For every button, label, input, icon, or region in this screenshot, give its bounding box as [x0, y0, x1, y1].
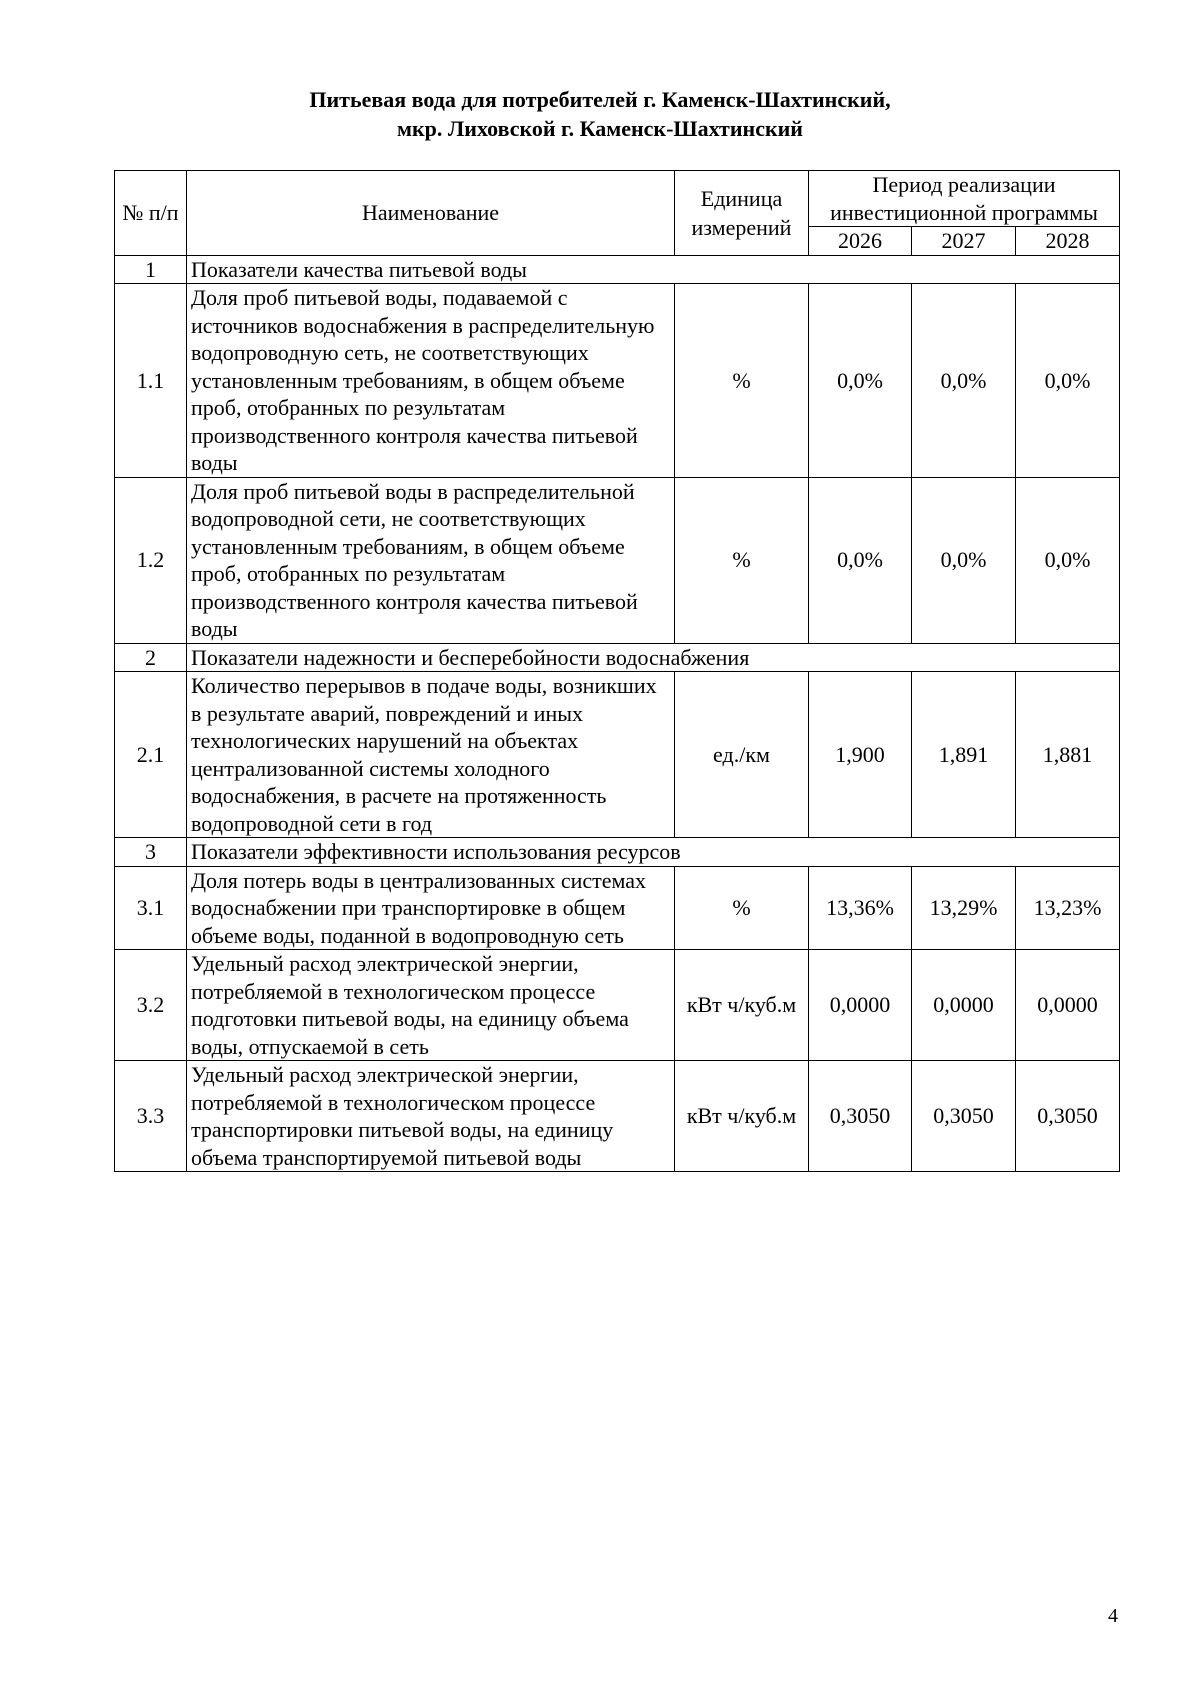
value-2026: 1,900 [809, 672, 912, 838]
row-num: 2.1 [115, 672, 187, 838]
table-row [115, 672, 1120, 838]
value-2027: 0,0% [912, 477, 1016, 643]
indicator-unit: ед./км [675, 672, 809, 838]
section-row [115, 838, 1120, 867]
indicator-name: Доля проб питьевой воды, подаваемой с источников водоснабжения в распределительную водопроводную сеть, не соответствующих установленным требованиям, в общем объеме проб, отобранных по результатам производственного контроля качества питьевой воды [187, 284, 675, 478]
value-2028: 0,0% [1016, 477, 1120, 643]
header-year-2026: 2026 [809, 227, 912, 256]
header-year-2027: 2027 [912, 227, 1016, 256]
indicator-unit: кВт ч/куб.м [675, 1061, 809, 1172]
indicator-name: Удельный расход электрической энергии, потребляемой в технологическом процессе подготовки питьевой воды, на единицу объема воды, отпускаемой в сеть [187, 950, 675, 1061]
value-2028: 13,23% [1016, 866, 1120, 950]
value-2026: 0,3050 [809, 1061, 912, 1172]
value-2027: 0,0% [912, 284, 1016, 478]
page-number: 4 [1108, 1605, 1118, 1627]
header-num: № п/п [115, 171, 187, 256]
section-row [115, 643, 1120, 672]
indicator-unit: % [675, 284, 809, 478]
value-2026: 0,0% [809, 284, 912, 478]
indicator-name: Доля проб питьевой воды в распределительной водопроводной сети, не соответствующих установленным требованиям, в общем объеме проб, отобранных по результатам производственного контроля качества питьевой воды [187, 477, 675, 643]
row-num: 1.1 [115, 284, 187, 478]
indicator-unit: кВт ч/куб.м [675, 950, 809, 1061]
section-row [115, 255, 1120, 284]
section-title: Показатели эффективности использования ресурсов [187, 838, 1120, 867]
value-2027: 0,3050 [912, 1061, 1016, 1172]
row-num: 1 [115, 255, 187, 284]
value-2026: 0,0000 [809, 950, 912, 1061]
value-2028: 0,0% [1016, 284, 1120, 478]
header-unit: Единица измерений [675, 171, 809, 256]
document-title [0, 85, 1200, 143]
value-2028: 0,0000 [1016, 950, 1120, 1061]
title-line-1: Питьевая вода для потребителей г. Каменск-Шахтинский, [309, 87, 891, 112]
value-2026: 0,0% [809, 477, 912, 643]
indicator-name: Удельный расход электрической энергии, потребляемой в технологическом процессе транспортировки питьевой воды, на единицу объема транспортируемой питьевой воды [187, 1061, 675, 1172]
value-2027: 0,0000 [912, 950, 1016, 1061]
table-row [115, 950, 1120, 1061]
table-row [115, 477, 1120, 643]
indicator-name: Доля потерь воды в централизованных системах водоснабжении при транспортировке в общем объеме воды, поданной в водопроводную сеть [187, 866, 675, 950]
row-num: 3.1 [115, 866, 187, 950]
title-line-2: мкр. Лиховской г. Каменск-Шахтинский [397, 116, 803, 141]
header-period: Период реализации инвестиционной программы [809, 171, 1120, 227]
row-num: 3.3 [115, 1061, 187, 1172]
row-num: 1.2 [115, 477, 187, 643]
indicator-unit: % [675, 477, 809, 643]
header-year-2028: 2028 [1016, 227, 1120, 256]
value-2028: 0,3050 [1016, 1061, 1120, 1172]
table-header [115, 171, 1120, 256]
row-num: 3 [115, 838, 187, 867]
row-num: 2 [115, 643, 187, 672]
indicator-unit: % [675, 866, 809, 950]
value-2026: 13,36% [809, 866, 912, 950]
section-title: Показатели качества питьевой воды [187, 255, 1120, 284]
value-2027: 1,891 [912, 672, 1016, 838]
section-title: Показатели надежности и бесперебойности водоснабжения [187, 643, 1120, 672]
value-2027: 13,29% [912, 866, 1016, 950]
value-2028: 1,881 [1016, 672, 1120, 838]
table-row [115, 866, 1120, 950]
indicator-name: Количество перерывов в подаче воды, возникших в результате аварий, повреждений и иных технологических нарушений на объектах централизованной системы холодного водоснабжения, в расчете на протяженность водопроводной сети в год [187, 672, 675, 838]
indicators-table [114, 170, 1120, 1172]
table-body [115, 255, 1120, 1172]
table-row [115, 1061, 1120, 1172]
table-row [115, 284, 1120, 478]
header-name: Наименование [187, 171, 675, 256]
row-num: 3.2 [115, 950, 187, 1061]
